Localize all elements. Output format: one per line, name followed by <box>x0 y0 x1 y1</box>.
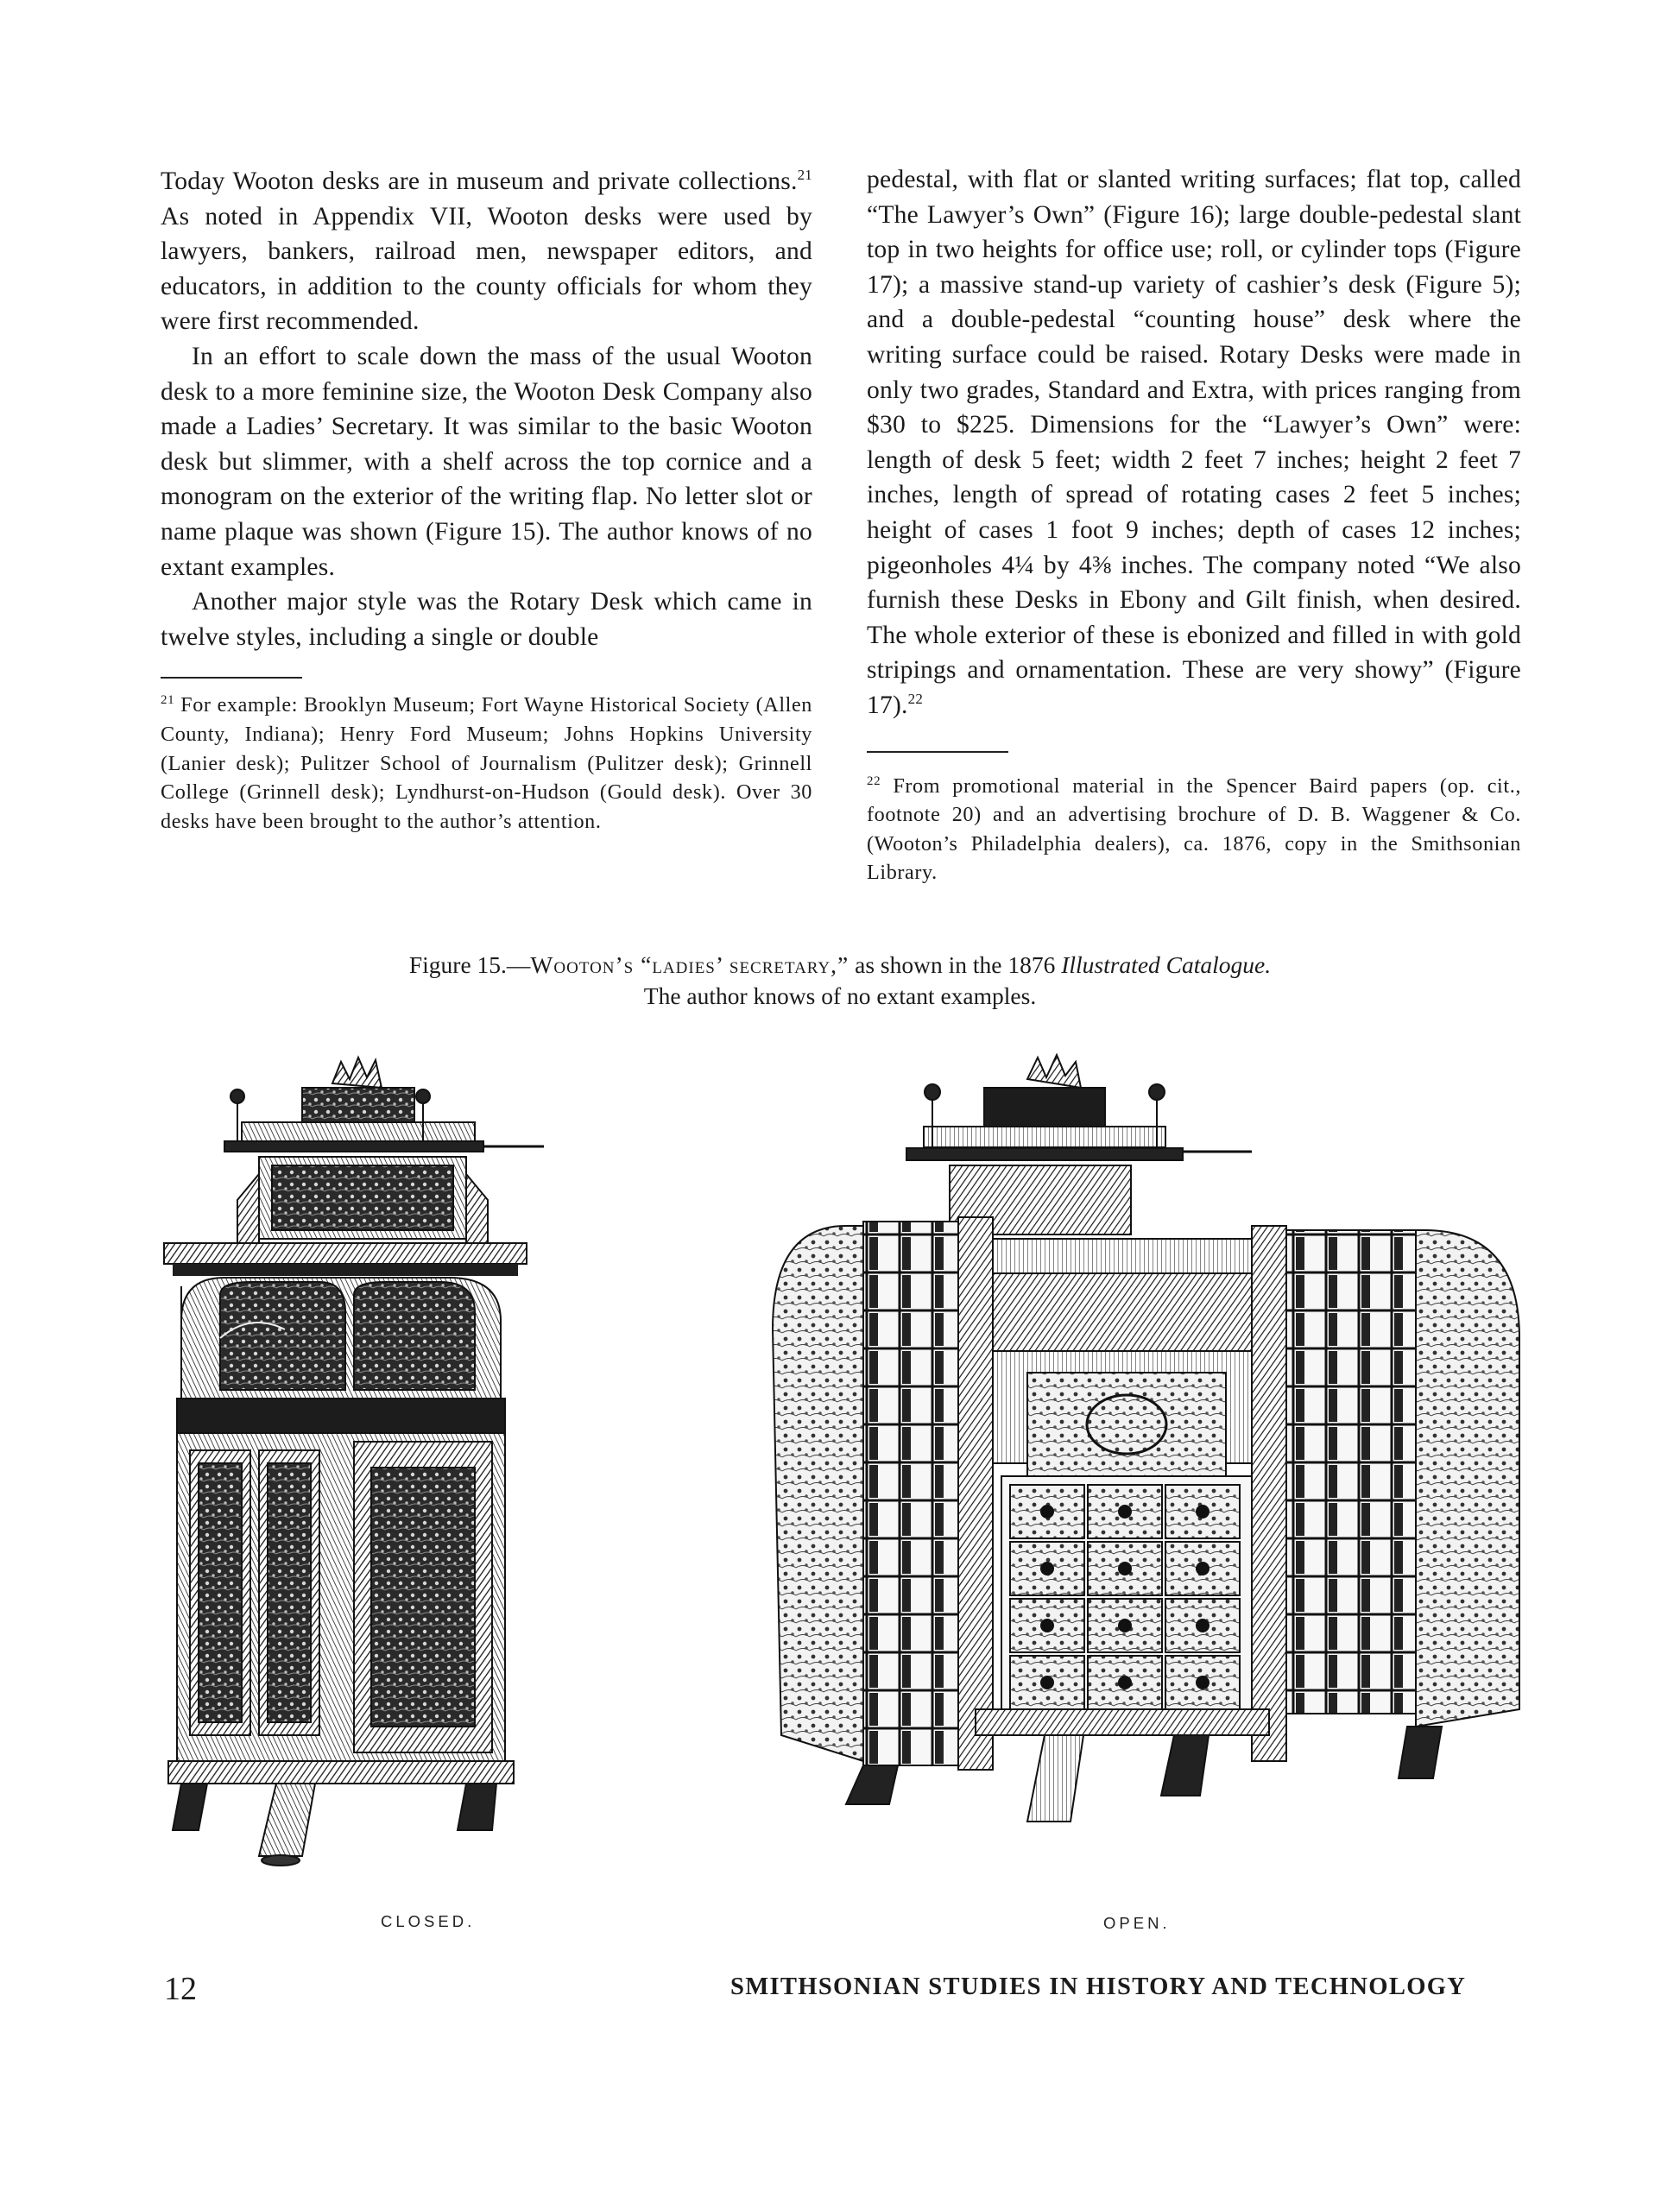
footnote <box>161 691 812 836</box>
paragraph-text: As noted in Appendix VII, Wooton desks were used by lawyers, bankers, railroad men, newspaper editors, and educators, in addition to the county officials for whom they were first recommended. <box>161 202 812 336</box>
body-paragraph <box>867 162 1521 723</box>
figure-caption <box>259 950 1421 1012</box>
left-column <box>161 164 812 836</box>
closed-desk-illustration <box>155 1036 708 1899</box>
caption-source: Illustrated Catalogue. <box>1061 951 1272 978</box>
desk-base <box>168 1761 514 1866</box>
figure-label-open: OPEN. <box>1103 1914 1171 1932</box>
footnote-number: 22 <box>867 774 881 788</box>
right-wing <box>1252 1226 1519 1761</box>
body-paragraph: In an effort to scale down the mass of the usual Wooton desk to a more feminine size, the Wooton Desk Company also made a Ladies’ Secretary. It was similar to the basic Wooton desk but slimmer, with a shelf across the top cornice and a monogram on the exterior of the writing flap. No letter slot or name plaque was shown (Figure 15). The author knows of no extant examples. <box>161 342 812 581</box>
paragraph-text: pedestal, with flat or slanted writing surfaces; flat top, called “The Lawyer’s Own” (Figure 16); large double-pedestal slant top in two heights for office use; roll, or cylinder tops (Figure 17); a massive stand-up variety of cashier’s desk (Figure 5); and a double-pedestal “counting house” desk where the writing surface could be raised. Rotary Desks were made in only two grades, Standard and Extra, with prices ranging from $30 to $225. Dimensions for the “Lawyer’s Own” were: length of desk 5 feet; width 2 feet 7 inches; height 2 feet 7 inches, length of spread of rotating cases 2 feet 5 inches; height of cases 1 foot 9 inches; depth of cases 12 inches; pigeonholes 4¼ by 4⅜ inches. The company noted “We also furnish these Desks in Ebony and Gilt finish, when desired. The whole exterior of these is ebonized and filled in with gold stripings and ornamentation. These are very showy” (Figure 17). <box>867 166 1521 719</box>
page-number: 12 <box>164 1971 197 2007</box>
paragraph-text: Today Wooton desks are in museum and private collections. <box>161 167 798 195</box>
footnote-divider <box>867 751 1008 753</box>
left-wing <box>773 1217 993 1770</box>
caption-prefix: Figure 15.— <box>408 951 531 978</box>
footnote-text: For example: Brooklyn Museum; Fort Wayne Historical Society (Allen County, Indiana); Henry Ford Museum; Johns Hopkins University (Lanier desk); Pulitzer School of Journalism (Pulitzer desk); Grinnell College (Grinnell desk); Lyndhurst-on-Hudson (Gould desk). Over 30 desks have been brought to the author’s attention. <box>161 693 812 833</box>
right-column <box>867 162 1521 887</box>
footnote-reference: 22 <box>907 690 924 707</box>
footnote-divider <box>161 677 302 679</box>
body-paragraph: Another major style was the Rotary Desk which came in twelve styles, including a single or double <box>161 588 812 651</box>
upper-panel <box>237 1157 488 1243</box>
running-head: SMITHSONIAN STUDIES IN HISTORY AND TECHNOLOGY <box>730 1973 1467 2000</box>
body-paragraph <box>161 164 812 339</box>
caption-text: as shown in the 1876 <box>849 951 1062 978</box>
caption-title: Wooton’s “ladies’ secretary,” <box>530 951 849 978</box>
cylinder-top <box>181 1278 501 1399</box>
crest-ornament <box>906 1055 1252 1234</box>
caption-text: The author knows of no extant examples. <box>643 982 1037 1009</box>
open-desk-illustration <box>768 1045 1545 1899</box>
footnote-text: From promotional material in the Spencer Baird papers (op. cit., footnote 20) and an advertising brochure of D. B. Waggener & Co. (Wooton’s Philadelphia dealers), ca. 1876, copy in the Smithsonian Library. <box>867 774 1521 885</box>
lower-cabinet <box>177 1399 505 1761</box>
crest-ornament <box>224 1058 544 1152</box>
figure-label-closed: CLOSED. <box>381 1912 476 1930</box>
footnote <box>867 772 1521 887</box>
footnote-reference: 21 <box>797 167 812 183</box>
footnote-number: 21 <box>161 693 175 708</box>
